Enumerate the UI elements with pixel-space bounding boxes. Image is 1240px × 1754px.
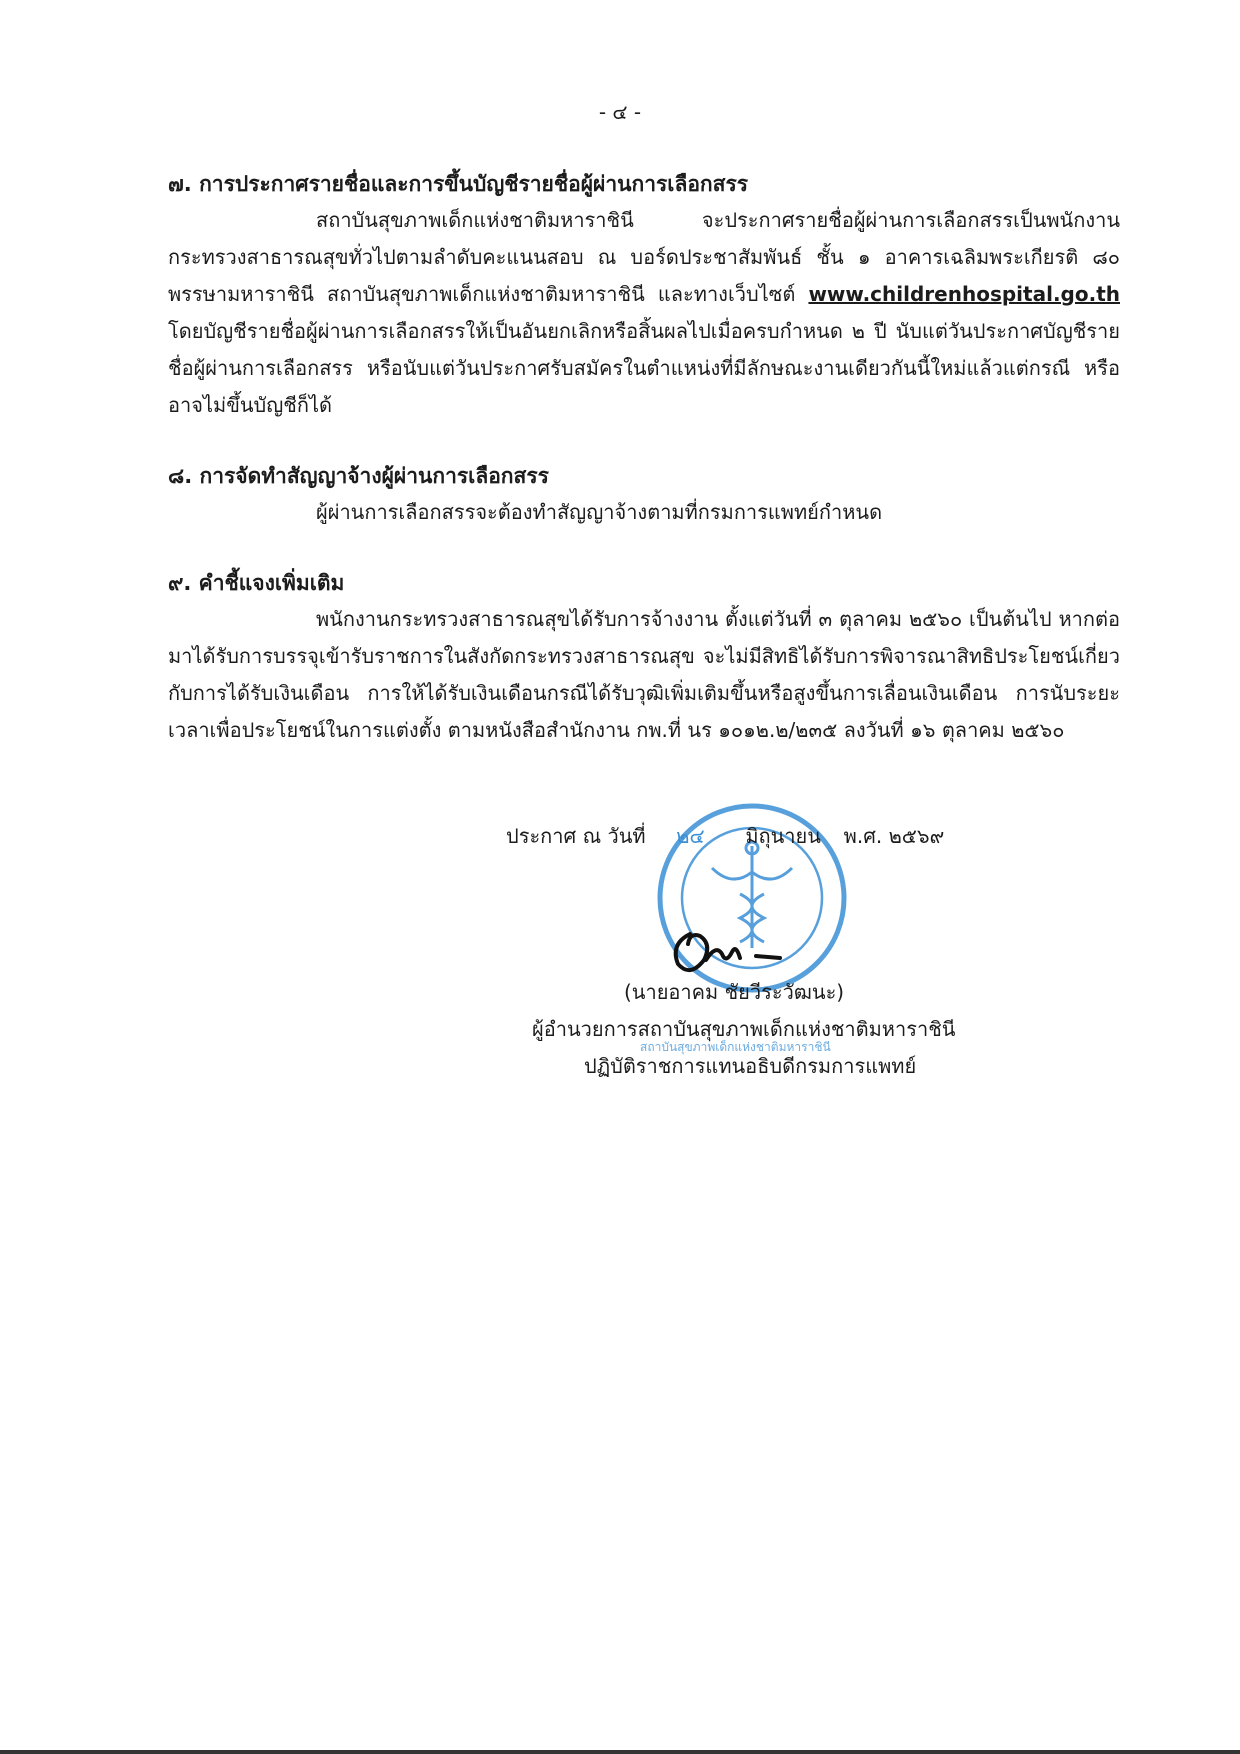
section-9-body: พนักงานกระทรวงสาธารณสุขได้รับการจ้างงาน ตั้งแต่วันที่ ๓ ตุลาคม ๒๕๖๐ เป็นต้นไป หากต่อมาได้รับการบรรจุเข้ารับราชการในสังกัดกระทรวงสาธารณสุข จะไม่มีสิทธิได้รับการพิจารณาสิทธิประโยชน์เกี่ยวกับการได้รับเงินเดือน การให้ได้รับเงินเดือนกรณีได้รับวุฒิเพิ่มเติมขึ้นหรือสูงขึ้นการเลื่อนเงินเดือน การนับระยะเวลาเพื่อประโยชน์ในการแต่งตั้ง ตามหนังสือสำนักงาน กพ.ที่ นร ๑๐๑๒.๒/๒๓๕ ลงวันที่ ๑๖ ตุลาคม ๒๕๖๐	[168, 607, 1120, 742]
announcement-day: ๒๔	[676, 824, 705, 848]
section-7-text-2: โดยบัญชีรายชื่อผู้ผ่านการเลือกสรรให้เป็นอันยกเลิกหรือสิ้นผลไปเมื่อครบกำหนด ๒ ปี นับแต่วันประกาศบัญชีรายชื่อผู้ผ่านการเลือกสรร หรือนับแต่วันประกาศรับสมัครในตำแหน่งที่มีลักษณะงานเดียวกันนี้ใหม่แล้วแต่กรณี หรืออาจไม่ขึ้นบัญชีก็ได้	[168, 319, 1120, 417]
announcement-month: มิถุนายน	[745, 824, 821, 848]
page-number: - ๔ -	[598, 100, 642, 124]
section-7-heading: ๗. การประกาศรายชื่อและการขึ้นบัญชีรายชื่อผู้ผ่านการเลือกสรร	[168, 172, 749, 196]
signer-title: ผู้อำนวยการสถาบันสุขภาพเด็กแห่งชาติมหาราชินี	[532, 1017, 956, 1041]
announcement-year: พ.ศ. ๒๕๖๙	[843, 824, 945, 848]
section-7-text-1: สถาบันสุขภาพเด็กแห่งชาติมหาราชินี จะประกาศรายชื่อผู้ผ่านการเลือกสรรเป็นพนักงานกระทรวงสาธารณสุขทั่วไปตามลำดับคะแนนสอบ ณ บอร์ดประชาสัมพันธ์ ชั้น ๑ อาคารเฉลิมพระเกียรติ ๘๐ พรรษามหาราชินี สถาบันสุขภาพเด็กแห่งชาติมหาราชินี และทางเว็บไซต์	[168, 208, 1120, 306]
section-7-body	[168, 202, 1120, 424]
stamp-caption: สถาบันสุขภาพเด็กแห่งชาติมหาราชินี	[640, 1040, 831, 1054]
signer-name: (นายอาคม ชัยวีระวัฒนะ)	[624, 980, 845, 1004]
announcement-date	[506, 818, 944, 854]
page-bottom-edge	[0, 1750, 1240, 1754]
section-8-heading: ๘. การจัดทำสัญญาจ้างผู้ผ่านการเลือกสรร	[168, 464, 549, 488]
section-7	[168, 166, 1120, 424]
signer-acting-title: ปฏิบัติราชการแทนอธิบดีกรมการแพทย์	[584, 1054, 917, 1078]
section-9	[168, 565, 1120, 749]
document-body	[168, 166, 1120, 783]
section-8	[168, 458, 1120, 531]
announcement-prefix: ประกาศ ณ วันที่	[506, 824, 646, 848]
section-9-heading: ๙. คำชี้แจงเพิ่มเติม	[168, 571, 345, 595]
section-8-body: ผู้ผ่านการเลือกสรรจะต้องทำสัญญาจ้างตามที่กรมการแพทย์กำหนด	[316, 500, 883, 524]
signature-block	[0, 818, 1240, 1098]
website-link[interactable]: www.childrenhospital.go.th	[808, 282, 1120, 306]
